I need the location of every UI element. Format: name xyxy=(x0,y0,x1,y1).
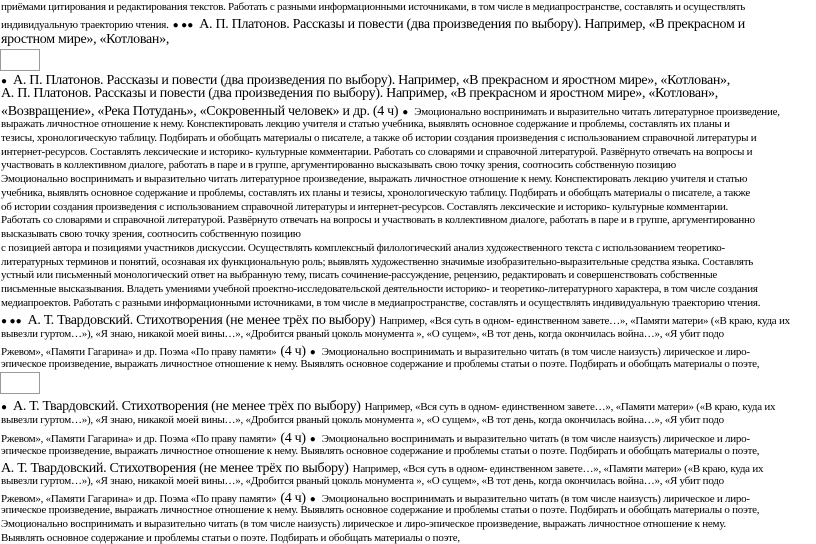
text-line: вывезли гуртом…»), «Я знаю, никакой моей вины…», «Дробится рваный цоколь монумента », «О сущем», «В тот день, когда окончилась война…», «Я убит подо xyxy=(1,415,724,426)
text-run: «Возвращение», «Река Потудань», «Сокровенный человек» и др. (4 ч) xyxy=(1,104,399,119)
text-run: Например, «Вся суть в одном- единственном завете…», «Памяти матери» («В краю, куда их xyxy=(352,463,764,475)
text-line: Работать со словарями и справочной литературой. Развёрнуто отвечать на вопросы и участвовать в коллективном диалоге, работать в паре и в группе, аргументированно xyxy=(1,215,755,226)
bullet-icon: ● xyxy=(309,347,316,358)
text-line xyxy=(1,430,815,446)
bullet-icon: ● ●● xyxy=(1,316,22,327)
text-run: индивидуальную траекторию чтения. xyxy=(1,19,169,31)
text-line xyxy=(1,460,815,476)
text-line xyxy=(1,103,815,119)
bullet-icon: ● ●● xyxy=(172,20,194,31)
text-run: Эмоционально воспринимать и выразительно читать литературное произведение, xyxy=(414,106,780,118)
text-line: с позицией автора и позициями участников дискуссии. Осуществлять комплексный филологический анализ художественного текста с использованием теоретико- xyxy=(1,243,725,254)
text-run: А. Т. Твардовский. Стихотворения (не менее трёх по выбору) xyxy=(13,399,361,414)
text-run: А. П. Платонов. Рассказы и повести (два произведения по выбору). Например, «В прекрасном и xyxy=(199,17,745,32)
text-line: письменные высказывания. Владеть умениями учебной проектно-исследовательской деятельности историко- и теоретико-литературного характера, в том числе создания xyxy=(1,284,758,295)
text-line: выражать личностное отношение к нему. Конспектировать лекцию учителя и статью учебника, выявлять основное содержание и проблемы, составлять их планы и xyxy=(1,119,730,130)
text-line: об истории создания произведения с использованием справочной литературы и интернет-ресурсов. Составлять лексические и историко- культурные комментарии. xyxy=(1,202,728,213)
bullet-icon: ● xyxy=(1,402,8,413)
text-line xyxy=(1,16,815,32)
bullet-icon: ● xyxy=(309,494,316,505)
text-line: яростном мире», «Котлован», xyxy=(1,33,170,47)
text-line: эпическое произведение, выражать личностное отношение к нему. Выявлять основное содержание и проблемы статьи о поэте. Подбирать и обобщать материалы о поэте, xyxy=(1,446,760,457)
text-line: медиапроектов. Работать с разными информационными источниками, в том числе в медиапространстве, составлять и осуществлять индивидуальную траекторию чтения. xyxy=(1,298,761,309)
text-line xyxy=(1,490,815,506)
text-line: эпическое произведение, выражать личностное отношение к нему. Выявлять основное содержание и проблемы статьи о поэте. Подбирать и обобщать материалы о поэте, xyxy=(1,359,760,370)
text-line: Эмоционально воспринимать и выразительно читать (в том числе наизусть) лирическое и лиро-эпическое произведение, выражать личностное отношение к нему. xyxy=(1,519,726,530)
text-line: интернет-ресурсов. Составлять лексические и историко- культурные комментарии. Работать со словарями и справочной литературой. Развёрнуто отвечать на вопросы и xyxy=(1,147,753,158)
text-run: А. Т. Твардовский. Стихотворения (не менее трёх по выбору) xyxy=(1,461,349,476)
text-run: Эмоционально воспринимать и выразительно читать (в том числе наизусть) лирическое и лиро- xyxy=(321,493,750,505)
text-line: устный или письменный монологический ответ на выбранную тему, писать сочинение-рассуждение, рецензию, редактировать и совершенствовать собственные xyxy=(1,270,718,281)
text-line: приёмами цитирования и редактирования текстов. Работать с разными информационными источниками, в том числе в медиапространстве, составлять и осуществлять xyxy=(1,2,745,13)
text-run: Например, «Вся суть в одном- единственном завете…», «Памяти матери» («В краю, куда их xyxy=(379,315,790,327)
bullet-icon: ● xyxy=(1,76,8,87)
text-run: Ржевом», «Памяти Гагарина» и др. Поэма «По праву памяти» xyxy=(1,493,277,505)
text-run: А. П. Платонов. Рассказы и повести (два произведения по выбору). Например, «В прекрасном и яростном мире», «Котлован», xyxy=(13,73,730,88)
text-line: учебника, выявлять основное содержание и проблемы, составлять их планы и тезисы, хронологическую таблицу. Подбирать и обобщать материалы о писателе, а также xyxy=(1,188,750,199)
text-run: (4 ч) xyxy=(280,344,306,359)
bullet-icon: ● xyxy=(402,107,409,118)
text-line xyxy=(1,312,815,328)
bullet-icon: ● xyxy=(309,434,316,445)
text-run: Ржевом», «Памяти Гагарина» и др. Поэма «По праву памяти» xyxy=(1,346,277,358)
text-line xyxy=(1,72,815,88)
empty-frame xyxy=(0,372,40,394)
text-line: Эмоционально воспринимать и выразительно читать литературное произведение, выражать личностное отношение к нему. Конспектировать лекцию учителя и статью xyxy=(1,174,748,185)
text-line: высказывать свою точку зрения, соотносить собственную позицию xyxy=(1,229,301,240)
text-run: (4 ч) xyxy=(280,431,306,446)
text-run: А. Т. Твардовский. Стихотворения (не менее трёх по выбору) xyxy=(27,313,376,328)
text-line xyxy=(1,343,815,359)
text-run: Эмоционально воспринимать и выразительно читать (в том числе наизусть) лирическое и лиро- xyxy=(321,346,750,358)
text-run: Ржевом», «Памяти Гагарина» и др. Поэма «По праву памяти» xyxy=(1,433,277,445)
text-line: эпическое произведение, выражать личностное отношение к нему. Выявлять основное содержание и проблемы статьи о поэте. Подбирать и обобщать материалы о поэте, xyxy=(1,505,760,516)
text-line: Выявлять основное содержание и проблемы статьи о поэте. Подбирать и обобщать материалы о поэте, xyxy=(1,533,460,544)
text-line: участвовать в коллективном диалоге, работать в паре и в группе, аргументированно высказывать свою точку зрения, соотносить собственную позицию xyxy=(1,160,677,171)
text-line: литературных терминов и понятий, осознавая их функциональную роль; выявлять художественно значимые изобразительно-выразительные средства языка. Составлять xyxy=(1,257,754,268)
empty-frame xyxy=(0,49,40,71)
text-run: Эмоционально воспринимать и выразительно читать (в том числе наизусть) лирическое и лиро- xyxy=(321,433,750,445)
text-line: вывезли гуртом…»), «Я знаю, никакой моей вины…», «Дробится рваный цоколь монумента », «О сущем», «В тот день, когда окончилась война…», «Я убит подо xyxy=(1,476,724,487)
text-line xyxy=(1,398,815,414)
text-line: тезисы, хронологическую таблицу. Подбирать и обобщать материалы о писателе, а также об истории создания произведения с использованием справочной литературы и xyxy=(1,133,757,144)
text-line: А. П. Платонов. Рассказы и повести (два произведения по выбору). Например, «В прекрасном и яростном мире», «Котлован», xyxy=(1,87,718,101)
text-line: вывезли гуртом…»), «Я знаю, никакой моей вины…», «Дробится рваный цоколь монумента », «О сущем», «В тот день, когда окончилась война…», «Я убит подо xyxy=(1,329,724,340)
text-run: (4 ч) xyxy=(280,491,306,506)
text-run: Например, «Вся суть в одном- единственном завете…», «Памяти матери» («В краю, куда их xyxy=(364,401,776,413)
